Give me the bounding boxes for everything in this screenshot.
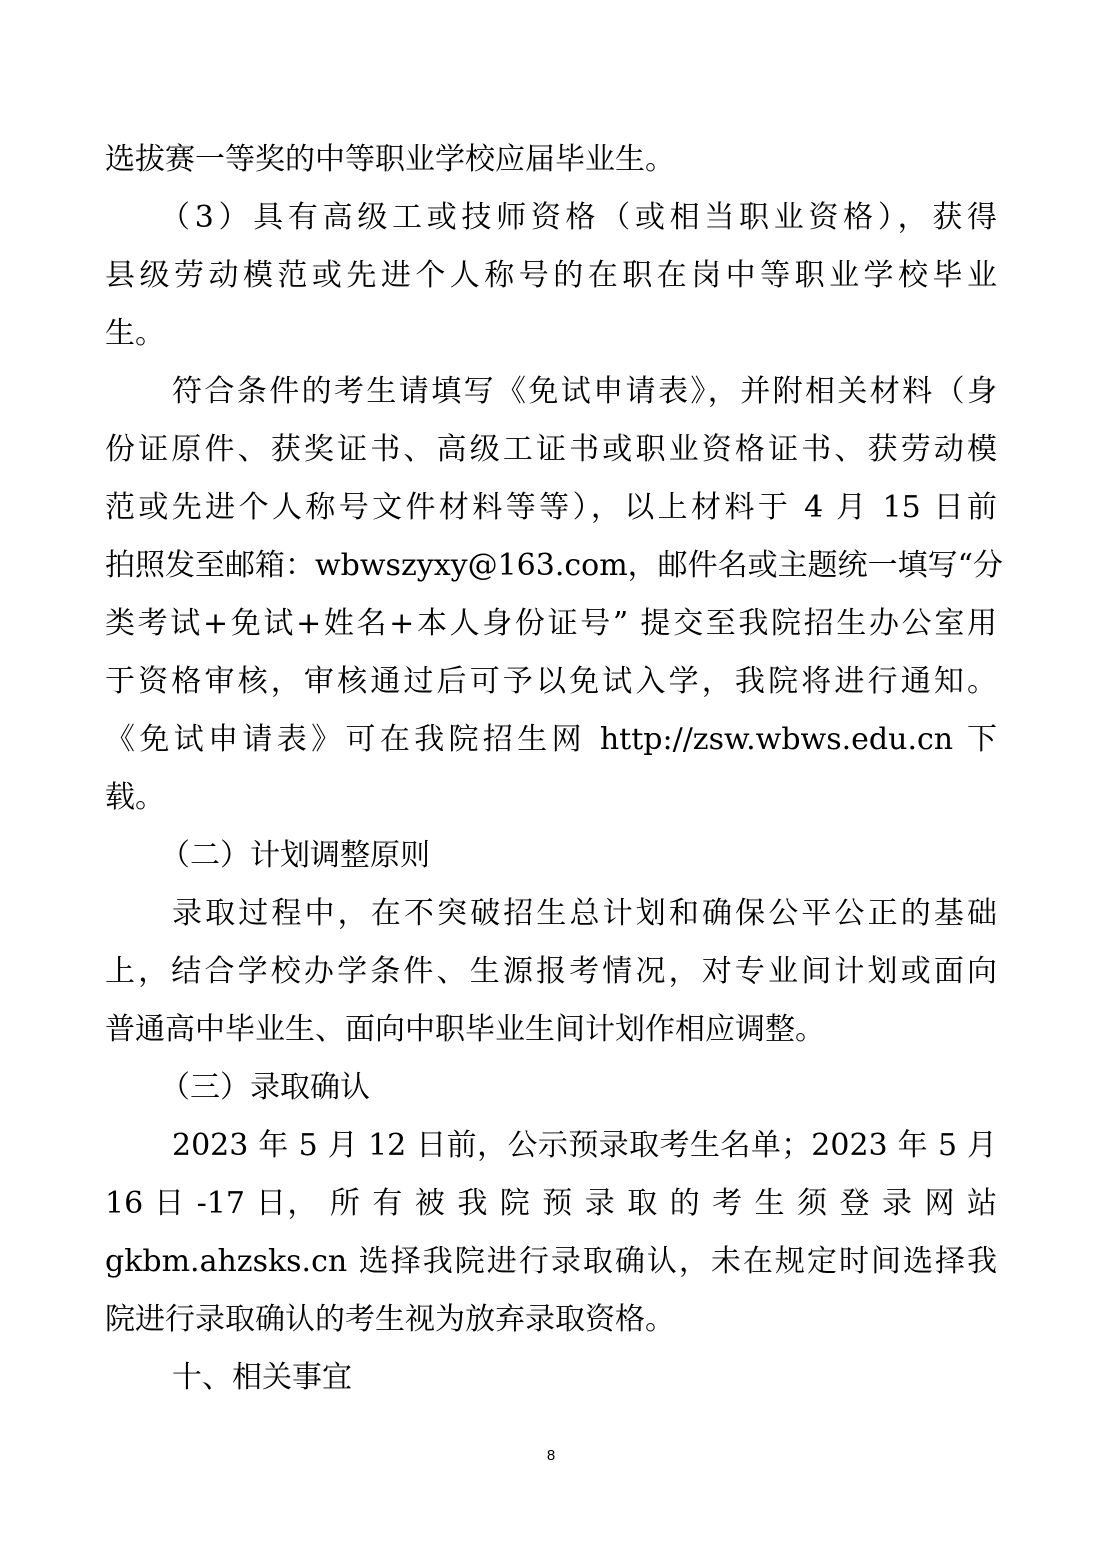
text-line-10: 于资格审核，审核通过后可予以免试入学，我院将进行通知。	[105, 664, 997, 699]
text-line-8-email: 拍照发至邮箱：wbwszyxy@163.com，邮件名或主题统一填写“分	[105, 548, 1004, 583]
text-line-1: 选拔赛一等奖的中等职业学校应届毕业生。	[105, 142, 675, 177]
text-line-11-url: 《免试申请表》可在我院招生网 http://zsw.wbws.edu.cn 下	[105, 722, 997, 757]
text-line-3: 县级劳动模范或先进个人称号的在职在岗中等职业学校毕业	[105, 258, 997, 293]
text-line-4: 生。	[105, 316, 165, 351]
text-line-20-website: gkbm.ahzsks.cn 选择我院进行录取确认，未在规定时间选择我	[105, 1244, 997, 1279]
page-number: 8	[546, 1447, 556, 1464]
text-line-9: 类考试+免试+姓名+本人身份证号” 提交至我院招生办公室用	[105, 606, 997, 641]
text-line-19: 16 日 -17 日， 所 有 被 我 院 预 录 取 的 考 生 须 登 录 网 站	[105, 1186, 997, 1221]
section-heading-plan-adjustment: （二）计划调整原则	[160, 838, 430, 873]
text-line-21: 院进行录取确认的考生视为放弃录取资格。	[105, 1302, 675, 1337]
text-line-14: 录取过程中，在不突破招生总计划和确保公平公正的基础	[172, 896, 997, 931]
text-line-18: 2023 年 5 月 12 日前，公示预录取考生名单；2023 年 5 月	[172, 1128, 997, 1163]
text-line-15: 上，结合学校办学条件、生源报考情况，对专业间计划或面向	[105, 954, 997, 989]
text-line-5: 符合条件的考生请填写《免试申请表》，并附相关材料（身	[172, 374, 997, 409]
text-line-7: 范或先进个人称号文件材料等等），以上材料于 4 月 15 日前	[105, 490, 997, 525]
section-heading-related-matters: 十、相关事宜	[172, 1360, 352, 1395]
text-line-6: 份证原件、获奖证书、高级工证书或职业资格证书、获劳动模	[105, 432, 997, 467]
text-line-12: 载。	[105, 780, 165, 815]
text-line-2: （3）具有高级工或技师资格（或相当职业资格），获得	[160, 200, 997, 235]
text-line-16: 普通高中毕业生、面向中职毕业生间计划作相应调整。	[105, 1012, 825, 1047]
section-heading-admission-confirmation: （三）录取确认	[160, 1070, 370, 1105]
